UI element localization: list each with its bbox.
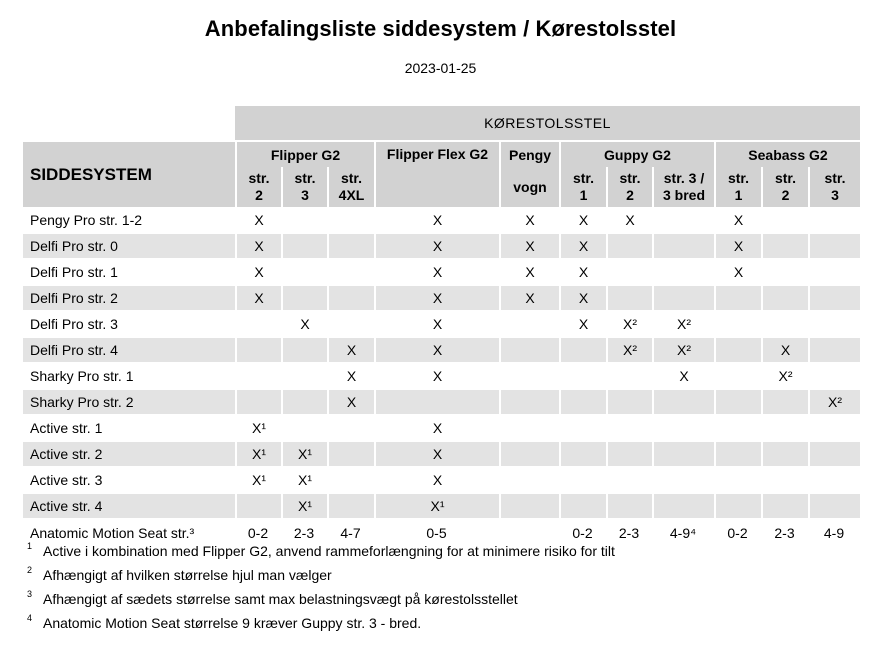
header-siddesystem: SIDDESYSTEM — [23, 142, 235, 207]
compat-cell — [761, 467, 808, 493]
compat-cell — [808, 337, 860, 363]
compat-cell — [808, 233, 860, 259]
compat-cell — [808, 415, 860, 441]
compat-cell — [235, 363, 281, 389]
size-range-cell: 4-7 — [340, 525, 361, 541]
row-label: Active str. 1 — [23, 415, 235, 441]
compat-cell — [606, 467, 652, 493]
compat-cell — [761, 285, 808, 311]
compat-cell: X — [374, 207, 499, 233]
compat-cell — [606, 493, 652, 519]
compat-cell — [761, 259, 808, 285]
size-range-cell: 0-2 — [572, 525, 593, 541]
compat-cell — [652, 467, 714, 493]
footnote-number: 4 — [27, 613, 33, 623]
compat-cell — [499, 493, 559, 519]
compat-cell — [761, 441, 808, 467]
compat-cell: X — [559, 207, 606, 233]
compat-cell — [327, 311, 374, 337]
compat-cell — [559, 389, 606, 415]
footnote-number: 1 — [27, 541, 33, 551]
footnote-number: 3 — [27, 589, 33, 599]
table-row — [23, 285, 860, 311]
compat-cell — [652, 415, 714, 441]
compat-cell — [559, 337, 606, 363]
compat-cell — [235, 493, 281, 519]
header-pengy-vogn: vogn — [499, 167, 559, 207]
compat-cell — [714, 493, 761, 519]
compat-cell — [281, 259, 327, 285]
compat-cell — [606, 415, 652, 441]
compat-cell: X — [235, 285, 281, 311]
compat-cell — [235, 311, 281, 337]
size-range-cell: 0-5 — [426, 525, 447, 541]
compat-cell: X — [374, 285, 499, 311]
compat-cell — [761, 493, 808, 519]
compat-cell: X¹ — [235, 467, 281, 493]
compatibility-table — [23, 106, 860, 547]
compat-cell — [808, 311, 860, 337]
compat-cell — [235, 337, 281, 363]
row-label: Sharky Pro str. 2 — [23, 389, 235, 415]
compat-cell — [327, 233, 374, 259]
compat-cell — [327, 285, 374, 311]
compat-cell — [652, 389, 714, 415]
compat-cell — [281, 337, 327, 363]
compat-cell: X — [374, 337, 499, 363]
footnotes — [23, 543, 863, 639]
compat-cell — [714, 467, 761, 493]
size-range-cell: 2-3 — [774, 525, 795, 541]
compat-cell — [652, 233, 714, 259]
compat-cell: X — [235, 259, 281, 285]
compat-cell — [374, 389, 499, 415]
header-size: str. 4XL — [327, 167, 374, 207]
compat-cell: X — [374, 415, 499, 441]
compat-cell: X — [652, 363, 714, 389]
compat-cell — [808, 207, 860, 233]
compat-cell: X — [559, 285, 606, 311]
footnote — [23, 591, 863, 615]
header-group-pengy: Pengy — [499, 142, 559, 167]
size-range-cell: 0-2 — [727, 525, 748, 541]
footnote-text: Active i kombination med Flipper G2, anvend rammeforlængning for at minimere risiko for tilt — [43, 543, 615, 559]
header-size: str. 1 — [714, 167, 761, 207]
compat-cell: X — [714, 207, 761, 233]
compat-cell: X — [374, 467, 499, 493]
compat-cell — [714, 389, 761, 415]
table-row — [23, 259, 860, 285]
header-group-flipper: Flipper G2 — [235, 142, 374, 167]
compat-cell: X² — [606, 337, 652, 363]
footnote-text: Anatomic Motion Seat størrelse 9 kræver Guppy str. 3 - bred. — [43, 615, 422, 631]
row-label: Pengy Pro str. 1-2 — [23, 207, 235, 233]
compat-cell: X — [559, 311, 606, 337]
compat-cell — [327, 207, 374, 233]
table-row — [23, 363, 860, 389]
compat-cell — [761, 389, 808, 415]
row-label: Delfi Pro str. 0 — [23, 233, 235, 259]
compat-cell: X — [235, 207, 281, 233]
compat-cell — [559, 467, 606, 493]
row-label: Sharky Pro str. 1 — [23, 363, 235, 389]
compat-cell — [281, 363, 327, 389]
compat-cell — [761, 311, 808, 337]
compat-cell — [606, 363, 652, 389]
header-korestolsstel: KØRESTOLSSTEL — [235, 106, 860, 142]
compat-cell — [606, 441, 652, 467]
compat-cell — [327, 493, 374, 519]
compat-cell — [327, 259, 374, 285]
compat-cell — [499, 311, 559, 337]
table-row — [23, 441, 860, 467]
compat-cell — [606, 389, 652, 415]
compat-cell — [714, 285, 761, 311]
size-range-cell: 2-3 — [293, 525, 315, 541]
compat-cell: X — [374, 259, 499, 285]
compat-cell: X — [374, 233, 499, 259]
header-group-flipper-flex: Flipper Flex G2 — [374, 142, 499, 207]
table-row — [23, 337, 860, 363]
footnote — [23, 567, 863, 591]
header-size: str. 1 — [559, 167, 606, 207]
compat-cell: X — [327, 337, 374, 363]
row-label: Active str. 3 — [23, 467, 235, 493]
compat-cell — [808, 363, 860, 389]
compat-cell: X² — [652, 337, 714, 363]
table-row — [23, 493, 860, 519]
compat-cell — [714, 415, 761, 441]
compat-cell — [499, 363, 559, 389]
table-row — [23, 389, 860, 415]
compat-cell: X — [714, 259, 761, 285]
header-blank — [23, 106, 235, 142]
compat-cell: X¹ — [235, 441, 281, 467]
compat-cell: X — [374, 441, 499, 467]
row-label: Delfi Pro str. 3 — [23, 311, 235, 337]
compat-cell — [761, 233, 808, 259]
size-range-cell: 4-9 — [823, 525, 845, 541]
compat-cell: X² — [761, 363, 808, 389]
compat-cell: X — [327, 389, 374, 415]
header-group-guppy: Guppy G2 — [559, 142, 714, 167]
footnote-number: 2 — [27, 565, 33, 575]
compat-cell — [808, 467, 860, 493]
compat-cell — [652, 493, 714, 519]
compat-cell: X — [327, 363, 374, 389]
compat-cell — [714, 311, 761, 337]
row-label: Delfi Pro str. 2 — [23, 285, 235, 311]
compat-cell — [499, 441, 559, 467]
compat-cell — [499, 415, 559, 441]
compat-cell — [559, 441, 606, 467]
header-size: str. 2 — [606, 167, 652, 207]
compat-cell — [327, 467, 374, 493]
row-label: Active str. 2 — [23, 441, 235, 467]
compat-cell — [327, 441, 374, 467]
compat-cell — [499, 337, 559, 363]
compat-cell — [281, 389, 327, 415]
compat-cell: X¹ — [374, 493, 499, 519]
compat-cell — [808, 441, 860, 467]
compat-cell — [761, 207, 808, 233]
header-group-seabass: Seabass G2 — [714, 142, 860, 167]
compat-cell — [714, 441, 761, 467]
table-row — [23, 233, 860, 259]
compat-cell — [281, 285, 327, 311]
compat-cell — [606, 259, 652, 285]
row-label: Anatomic Motion Seat str.³ — [30, 525, 195, 541]
compat-cell: X — [281, 311, 327, 337]
compat-cell: X¹ — [281, 441, 327, 467]
compat-cell — [499, 389, 559, 415]
table-row — [23, 467, 860, 493]
document-date: 2023-01-25 — [404, 60, 477, 76]
header-size: str. 3 — [808, 167, 860, 207]
header-size: str. 3 — [281, 167, 327, 207]
table-row — [23, 311, 860, 337]
header-size: str. 3 / 3 bred — [652, 167, 714, 207]
compat-cell: X — [559, 259, 606, 285]
header-size: str. 2 — [761, 167, 808, 207]
compat-cell — [327, 415, 374, 441]
compat-cell — [559, 493, 606, 519]
compat-cell: X¹ — [235, 415, 281, 441]
compat-cell: X — [606, 207, 652, 233]
compat-cell: X — [374, 363, 499, 389]
compat-cell — [281, 415, 327, 441]
compat-cell: X — [761, 337, 808, 363]
compat-cell: X² — [606, 311, 652, 337]
footnote — [23, 615, 863, 639]
compat-cell — [606, 233, 652, 259]
compat-cell: X — [499, 207, 559, 233]
compat-cell — [808, 285, 860, 311]
compat-cell: X² — [808, 389, 860, 415]
compat-cell — [652, 285, 714, 311]
footnote-text: Afhængigt af hvilken størrelse hjul man vælger — [43, 567, 332, 583]
size-range-cell: 2-3 — [618, 525, 640, 541]
compat-cell — [808, 259, 860, 285]
size-range-cell: 0-2 — [247, 525, 269, 541]
compat-cell — [808, 493, 860, 519]
compat-cell: X — [499, 285, 559, 311]
compat-cell — [761, 415, 808, 441]
compat-cell — [499, 467, 559, 493]
compat-cell — [559, 415, 606, 441]
compat-cell: X — [499, 259, 559, 285]
compat-cell — [235, 389, 281, 415]
row-label: Active str. 4 — [23, 493, 235, 519]
compat-cell — [559, 363, 606, 389]
compat-cell: X — [714, 233, 761, 259]
compat-cell: X² — [652, 311, 714, 337]
compat-cell — [652, 207, 714, 233]
header-size: str. 2 — [235, 167, 281, 207]
compat-cell: X¹ — [281, 493, 327, 519]
compat-cell — [652, 441, 714, 467]
compat-cell: X¹ — [281, 467, 327, 493]
compat-cell: X — [559, 233, 606, 259]
size-range-cell: 4-9⁴ — [669, 525, 697, 541]
compat-cell — [606, 285, 652, 311]
footnote-text: Afhængigt af sædets størrelse samt max belastningsvægt på kørestolsstellet — [43, 591, 518, 607]
row-label: Delfi Pro str. 4 — [23, 337, 235, 363]
compat-cell — [714, 363, 761, 389]
compat-cell: X — [235, 233, 281, 259]
compat-cell — [281, 207, 327, 233]
table-row — [23, 415, 860, 441]
row-label: Delfi Pro str. 1 — [23, 259, 235, 285]
page-title: Anbefalingsliste siddesystem / Kørestolsstel — [204, 16, 677, 41]
compat-cell: X — [374, 311, 499, 337]
compat-cell — [281, 233, 327, 259]
compat-cell — [652, 259, 714, 285]
compat-cell — [714, 337, 761, 363]
table-row — [23, 207, 860, 233]
footnote — [23, 543, 863, 567]
compat-cell: X — [499, 233, 559, 259]
